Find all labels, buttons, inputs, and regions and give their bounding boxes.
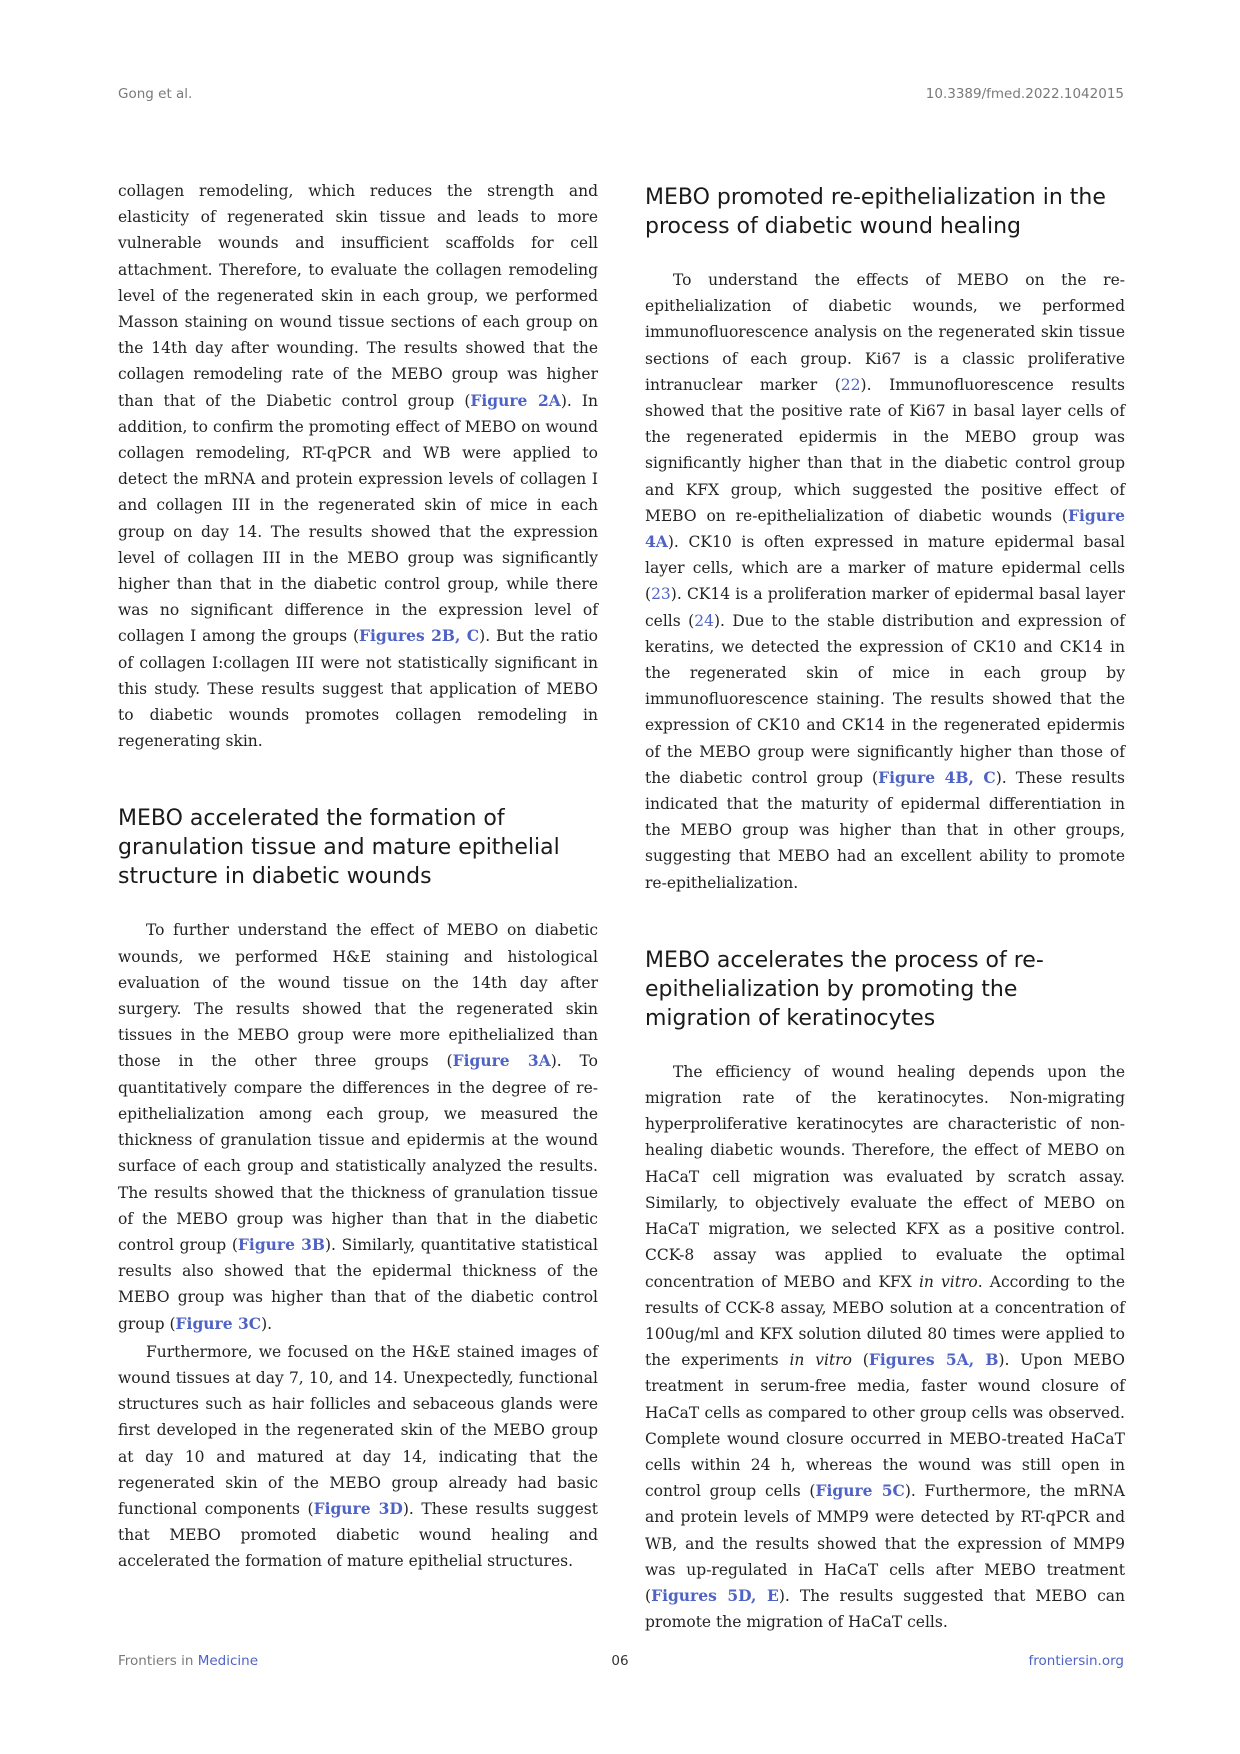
figure-link[interactable]: Figures 2B, C xyxy=(359,626,480,646)
page-number: 06 xyxy=(611,1653,629,1669)
running-header-authors: Gong et al. xyxy=(118,86,193,102)
figure-link[interactable]: Figure 3D xyxy=(313,1498,403,1518)
figure-link[interactable]: Figure 3B xyxy=(237,1234,325,1254)
section-heading: MEBO accelerates the process of re-epithelialization by promoting the migration of keratinocytes xyxy=(645,947,1044,1031)
figure-link[interactable]: Figure 3A xyxy=(452,1051,551,1071)
section-heading: MEBO accelerated the formation of granulation tissue and mature epithelial structure in diabetic wounds xyxy=(118,806,560,890)
paragraph-re-epithelialization: To understand the effects of MEBO on the re-epithelialization of diabetic wounds, we performed immunofluorescence analysis on the regenerated skin tissue sections of each group. Ki67 is a classic proliferative intranuclear marker (22). Immunofluorescence results showed that the positive rate of Ki67 in basal layer cells of the regenerated epidermis in the MEBO group was significantly higher than that in the diabetic control group and KFX group, which suggested the positive effect of MEBO on re-epithelialization of diabetic wounds (Figure 4A). CK10 is often expressed in mature epidermal basal layer cells, which are a marker of mature epidermal cells (23). CK14 is a proliferation marker of epidermal basal layer cells (24). Due to the stable distribution and expression of keratins, we detected the expression of CK10 and CK14 in the regenerated skin of mice in each group by immunofluorescence staining. The results showed that the expression of CK10 and CK14 in the regenerated epidermis of the MEBO group were significantly higher than those of the diabetic control group (Figure 4B, C). These results indicated that the maturity of epidermal differentiation in the MEBO group was higher than that in other groups, suggesting that MEBO had an excellent ability to promote re-epithelialization. xyxy=(645,271,1125,892)
paragraph-keratinocyte-migration: The efficiency of wound healing depends upon the migration rate of the keratinocytes. Non-migrating hyperproliferative keratinocytes are characteristic of non-healing diabetic wounds. Therefore, the effect of MEBO on HaCaT cell migration was evaluated by scratch assay. Similarly, to objectively evaluate the effect of MEBO on HaCaT migration, we selected KFX as a positive control. CCK-8 assay was applied to evaluate the optimal concentration of MEBO and KFX in vitro. According to the results of CCK-8 assay, MEBO solution at a concentration of 100ug/ml and KFX solution diluted 80 times were applied to the experiments in vitro (Figures 5A, B). Upon MEBO treatment in serum-free media, faster wound closure of HaCaT cells as compared to other group cells was observed. Complete wound closure occurred in MEBO-treated HaCaT cells within 24 h, whereas the wound was still open in control group cells (Figure 5C). Furthermore, the mRNA and protein levels of MMP9 were detected by RT-qPCR and WB, and the results showed that the expression of MMP9 was up-regulated in HaCaT cells after MEBO treatment (Figures 5D, E). The results suggested that MEBO can promote the migration of HaCaT cells. xyxy=(645,1062,1126,1632)
footer-website-link[interactable]: frontiersin.org xyxy=(1028,1653,1124,1669)
citation-link[interactable]: 22 xyxy=(840,375,861,394)
figure-link[interactable]: Figure 4B, C xyxy=(878,767,996,787)
figure-link[interactable]: Figure 5C xyxy=(815,1481,905,1501)
section-heading: MEBO promoted re-epithelialization in the process of diabetic wound healing xyxy=(645,185,1106,239)
citation-link[interactable]: 23 xyxy=(651,585,671,604)
left-column xyxy=(118,182,598,1575)
figure-link[interactable]: Figure 2A xyxy=(470,390,561,410)
paragraph-he-staining: To further understand the effect of MEBO on diabetic wounds, we performed H&E staining and histological evaluation of the wound tissue on the 14th day after surgery. The results showed that the regenerated skin tissues in the MEBO group were more epithelialized than those in the other three groups (Figure 3A). To quantitatively compare the differences in the degree of re-epithelialization among each group, we measured the thickness of granulation tissue and epidermis at the wound surface of each group and statistically analyzed the results. The results showed that the thickness of granulation tissue of the MEBO group was higher than that in the diabetic control group (Figure 3B). Similarly, quantitative statistical results also showed that the epidermal thickness of the MEBO group was higher than that of the diabetic control group (Figure 3C). xyxy=(118,921,598,1333)
figure-link[interactable]: Figures 5D, E xyxy=(651,1585,779,1605)
paragraph-functional-structures: Furthermore, we focused on the H&E stained images of wound tissues at day 7, 10, and 14. Unexpectedly, functional structures such as hair follicles and sebaceous glands were first developed in the regenerated skin of the MEBO group at day 10 and matured at day 14, indicating that the regenerated skin of the MEBO group already had basic functional components (Figure 3D). These results suggest that MEBO promoted diabetic wound healing and accelerated the formation of mature epithelial structures. xyxy=(118,1342,598,1571)
right-column xyxy=(645,186,1125,1635)
figure-link[interactable]: Figure 4A xyxy=(645,505,1125,552)
figure-link[interactable]: Figures 5A, B xyxy=(868,1350,999,1370)
paragraph-collagen-remodeling: collagen remodeling, which reduces the strength and elasticity of regenerated skin tissue and leads to more vulnerable wounds and insufficient scaffolds for cell attachment. Therefore, to evaluate the collagen remodeling level of the regenerated skin in each group, we performed Masson staining on wound tissue sections of each group on the 14th day after wounding. The results showed that the collagen remodeling rate of the MEBO group was higher than that of the Diabetic control group (Figure 2A). In addition, to confirm the promoting effect of MEBO on wound collagen remodeling, RT-qPCR and WB were applied to detect the mRNA and protein expression levels of collagen I and collagen III in the regenerated skin of mice in each group on day 14. The results showed that the expression level of collagen III in the MEBO group was significantly higher than that in the diabetic control group, while there was no significant difference in the expression level of collagen I among the groups (Figures 2B, C). But the ratio of collagen I:collagen III were not statistically significant in this study. These results suggest that application of MEBO to diabetic wounds promotes collagen remodeling in regenerating skin. xyxy=(118,182,598,751)
footer-journal-name: Frontiers in Medicine xyxy=(118,1653,258,1669)
citation-link[interactable]: 24 xyxy=(694,611,714,630)
figure-link[interactable]: Figure 3C xyxy=(175,1313,262,1333)
running-header-doi[interactable]: 10.3389/fmed.2022.1042015 xyxy=(925,86,1124,102)
